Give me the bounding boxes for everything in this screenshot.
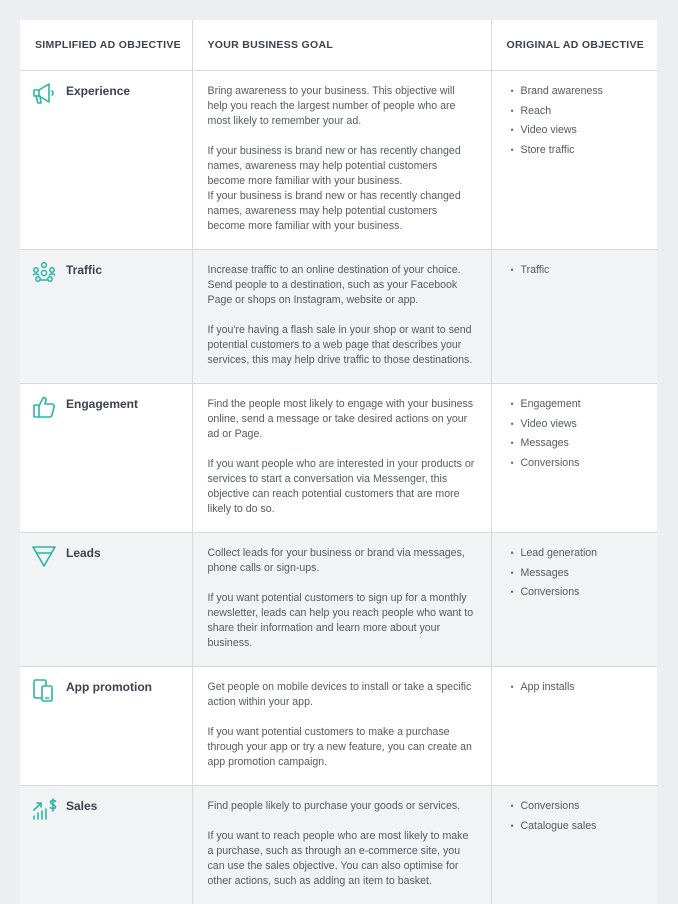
list-item: • Messages	[507, 566, 644, 581]
original-cell	[491, 250, 657, 384]
list-item: • Messages	[507, 436, 644, 451]
goal-paragraph: If you want to reach people who are most likely to make a purchase, such as through an e-commerce site, you can use the sales objective. You can also optimise for other actions, such as adding an item to basket.	[208, 829, 477, 889]
objective-cell	[20, 250, 192, 384]
objective-name: Engagement	[66, 397, 138, 412]
goal-paragraph: Collect leads for your business or brand via messages, phone calls or sign-ups.	[208, 546, 477, 576]
goal-paragraph: If you want potential customers to make a purchase through your app or try a new feature, you can create an app promotion campaign.	[208, 725, 477, 770]
header-simplified-objective: SIMPLIFIED AD OBJECTIVE	[20, 20, 192, 71]
goal-cell	[192, 384, 491, 533]
goal-paragraph: Find the people most likely to engage with your business online, send a message or take desired actions on your ad or Page.	[208, 397, 477, 442]
original-cell	[491, 384, 657, 533]
table-row	[20, 786, 657, 904]
goal-paragraph: Get people on mobile devices to install or take a specific action within your app.	[208, 680, 477, 710]
goal-cell	[192, 533, 491, 667]
table-row	[20, 71, 657, 250]
list-item: • Lead generation	[507, 546, 644, 561]
list-item: • Store traffic	[507, 143, 644, 158]
table-row	[20, 384, 657, 533]
list-item: • Video views	[507, 417, 644, 432]
goal-cell	[192, 71, 491, 250]
mobile-devices-icon	[31, 677, 57, 703]
goal-cell	[192, 250, 491, 384]
original-list	[507, 546, 644, 600]
original-cell	[491, 667, 657, 786]
original-list	[507, 397, 644, 471]
objective-name: App promotion	[66, 680, 152, 695]
list-item: • Conversions	[507, 585, 644, 600]
objective-name: Sales	[66, 799, 97, 814]
objective-cell	[20, 667, 192, 786]
funnel-icon	[31, 543, 57, 569]
megaphone-icon	[31, 81, 57, 107]
original-cell	[491, 71, 657, 250]
goal-paragraph: Increase traffic to an online destination of your choice. Send people to a destination, such as your Facebook Page or shops on Instagram, website or app.	[208, 263, 477, 308]
list-item: • Reach	[507, 104, 644, 119]
list-item: • Traffic	[507, 263, 644, 278]
header-business-goal: YOUR BUSINESS GOAL	[192, 20, 491, 71]
original-list	[507, 799, 644, 834]
list-item: • Conversions	[507, 456, 644, 471]
objectives-card	[20, 20, 657, 880]
original-list	[507, 680, 644, 695]
objective-cell	[20, 533, 192, 667]
sales-chart-icon	[31, 796, 57, 822]
goal-paragraph: If you want people who are interested in your products or services to start a conversation via Messenger, this objective can reach potential customers that are more likely to do so.	[208, 457, 477, 517]
original-cell	[491, 786, 657, 904]
list-item: • Brand awareness	[507, 84, 644, 99]
objective-name: Traffic	[66, 263, 102, 278]
objective-name: Leads	[66, 546, 101, 561]
original-list	[507, 263, 644, 278]
people-network-icon	[31, 260, 57, 286]
objectives-table	[20, 20, 657, 904]
header-original-objective: ORIGINAL AD OBJECTIVE	[491, 20, 657, 71]
goal-paragraph: If your business is brand new or has recently changed names, awareness may help potential customers become more familiar with your business. If your business is brand new or has recently changed names, awareness may help potential customers become more familiar with your business.	[208, 144, 477, 234]
table-row	[20, 667, 657, 786]
objective-cell	[20, 71, 192, 250]
table-row	[20, 250, 657, 384]
goal-paragraph: Bring awareness to your business. This objective will help you reach the largest number of people who are most likely to remember your ad.	[208, 84, 477, 129]
original-cell	[491, 533, 657, 667]
objective-cell	[20, 384, 192, 533]
original-list	[507, 84, 644, 158]
thumbs-up-icon	[31, 394, 57, 420]
table-row	[20, 533, 657, 667]
goal-cell	[192, 786, 491, 904]
table-header-row	[20, 20, 657, 71]
list-item: • Conversions	[507, 799, 644, 814]
list-item: • Engagement	[507, 397, 644, 412]
goal-paragraph: If you're having a flash sale in your shop or want to send potential customers to a web page that describes your services, this may help drive traffic to those destinations.	[208, 323, 477, 368]
goal-paragraph: Find people likely to purchase your goods or services.	[208, 799, 477, 814]
objective-cell	[20, 786, 192, 904]
list-item: • App installs	[507, 680, 644, 695]
goal-cell	[192, 667, 491, 786]
list-item: • Catalogue sales	[507, 819, 644, 834]
objective-name: Experience	[66, 84, 130, 99]
list-item: • Video views	[507, 123, 644, 138]
goal-paragraph: If you want potential customers to sign up for a monthly newsletter, leads can help you reach people who want to share their information and learn more about your business.	[208, 591, 477, 651]
